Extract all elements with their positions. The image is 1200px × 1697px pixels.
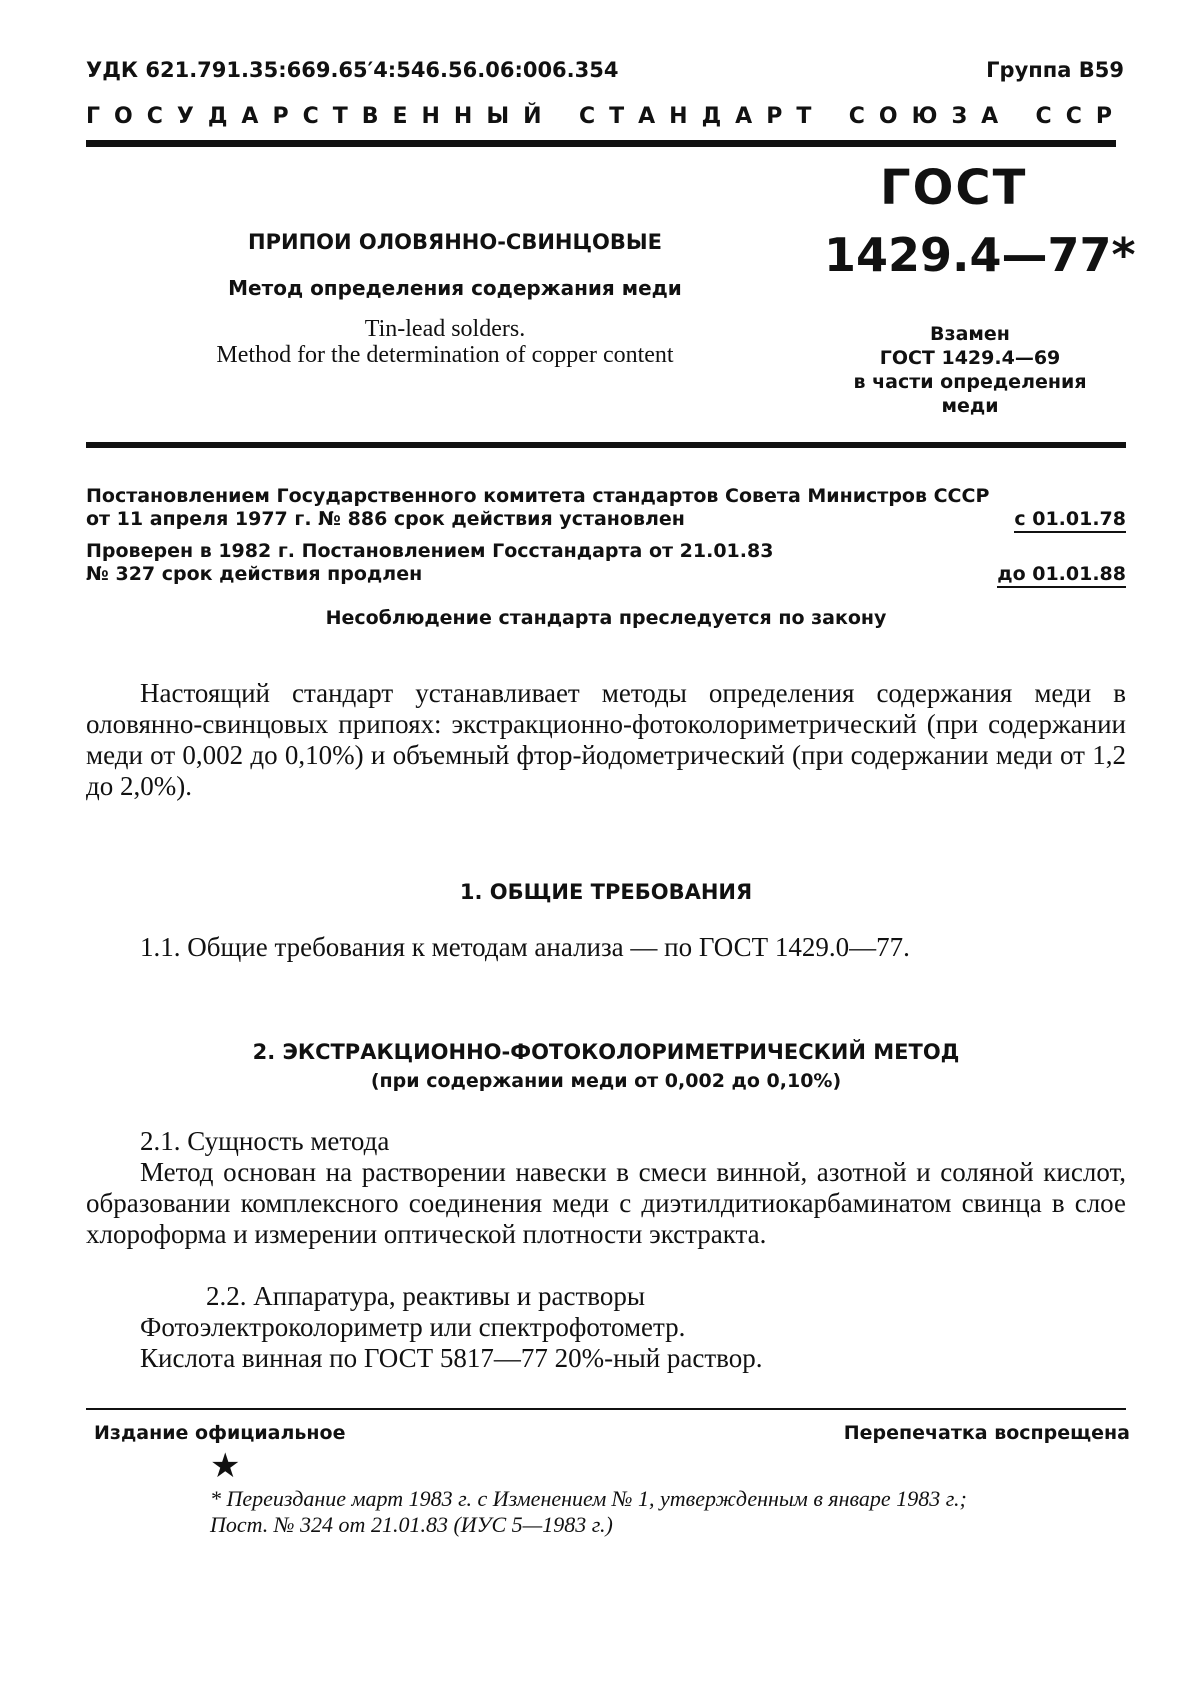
replaces-line1: Взамен <box>930 323 1010 345</box>
subtitle-ru: Метод определения содержания меди <box>228 276 682 300</box>
top-rule <box>86 140 1116 147</box>
footer-rule <box>86 1408 1126 1410</box>
intro-paragraph: Настоящий стандарт устанавливает методы определения содержания меди в оловянно-свинцовых припоях: экстракционно-фотоколориметрический (при содержании меди от 0,002 до 0,10%) и объемный фтор-йодометрический (при содержании меди от 1,2 до 2,0%). <box>86 678 1126 801</box>
section2-heading: 2. ЭКСТРАКЦИОННО-ФОТОКОЛОРИМЕТРИЧЕСКИЙ МЕТОД <box>252 1040 960 1064</box>
section2-subheading: (при содержании меди от 0,002 до 0,10%) <box>370 1070 842 1092</box>
replaces-block <box>820 322 1120 418</box>
clause-2-1-body: Метод основан на растворении навески в смеси винной, азотной и соляной кислот, образовании комплексного соединения меди с диэтилдитиокарбаминатом свинца в слое хлороформа и измерении оптической плотности экстракта. <box>86 1157 1126 1249</box>
title-en-line2: Method for the determination of copper content <box>216 342 674 368</box>
replaces-line4: меди <box>941 395 999 417</box>
group-code: Группа В59 <box>986 58 1124 82</box>
banner-word-2: СТАНДАРТ <box>579 104 826 129</box>
decree-line4: № 327 срок действия продлен <box>86 563 423 585</box>
middle-rule <box>86 442 1126 448</box>
compliance-warning: Несоблюдение стандарта преследуется по закону <box>325 607 887 629</box>
banner-word-4: ССР <box>1035 104 1126 129</box>
clause-2-2-item1: Фотоэлектроколориметр или спектрофотометр. <box>140 1312 686 1342</box>
section1-heading: 1. ОБЩИЕ ТРЕБОВАНИЯ <box>459 880 753 904</box>
replaces-line2: ГОСТ 1429.4—69 <box>879 347 1061 369</box>
decree-line2: от 11 апреля 1977 г. № 886 срок действия установлен <box>86 508 685 530</box>
decree-date-until: до 01.01.88 <box>997 563 1126 588</box>
official-edition: Издание официальное <box>94 1422 346 1444</box>
udc-code: УДК 621.791.35:669.65′4:546.56.06:006.354 <box>86 58 619 82</box>
clause-2-2-item2: Кислота винная по ГОСТ 5817—77 20%-ный раствор. <box>140 1343 763 1373</box>
decree-date-from: с 01.01.78 <box>1014 508 1126 533</box>
decree-line1: Постановлением Государственного комитета стандартов Совета Министров СССР <box>86 485 990 507</box>
star-icon: ★ <box>210 1446 241 1486</box>
reprint-forbidden: Перепечатка воспрещена <box>843 1422 1130 1444</box>
clause-2-2-title: 2.2. Аппаратура, реактивы и растворы <box>206 1281 645 1311</box>
clause-2-1-title: 2.1. Сущность метода <box>140 1126 390 1156</box>
title-en <box>130 316 760 368</box>
gost-label: ГОСТ <box>880 160 1028 216</box>
title-en-line1: Tin-lead solders. <box>364 316 526 342</box>
section1-paragraph: 1.1. Общие требования к методам анализа — по ГОСТ 1429.0—77. <box>140 932 910 962</box>
banner-word-1: ГОСУДАРСТВЕННЫЙ <box>86 104 556 129</box>
decree-line3: Проверен в 1982 г. Постановлением Госстандарта от 21.01.83 <box>86 540 774 562</box>
replaces-line3: в части определения <box>853 371 1087 393</box>
state-standard-banner <box>86 104 1126 129</box>
reissue-footnote: * Переиздание март 1983 г. с Изменением № 1, утвержденным в январе 1983 г.; Пост. № 324 от 21.01.83 (ИУС 5—1983 г.) <box>210 1486 967 1537</box>
gost-number: 1429.4—77* <box>824 228 1136 282</box>
banner-word-3: СОЮЗА <box>848 104 1013 129</box>
title-ru: ПРИПОИ ОЛОВЯННО-СВИНЦОВЫЕ <box>248 230 662 254</box>
